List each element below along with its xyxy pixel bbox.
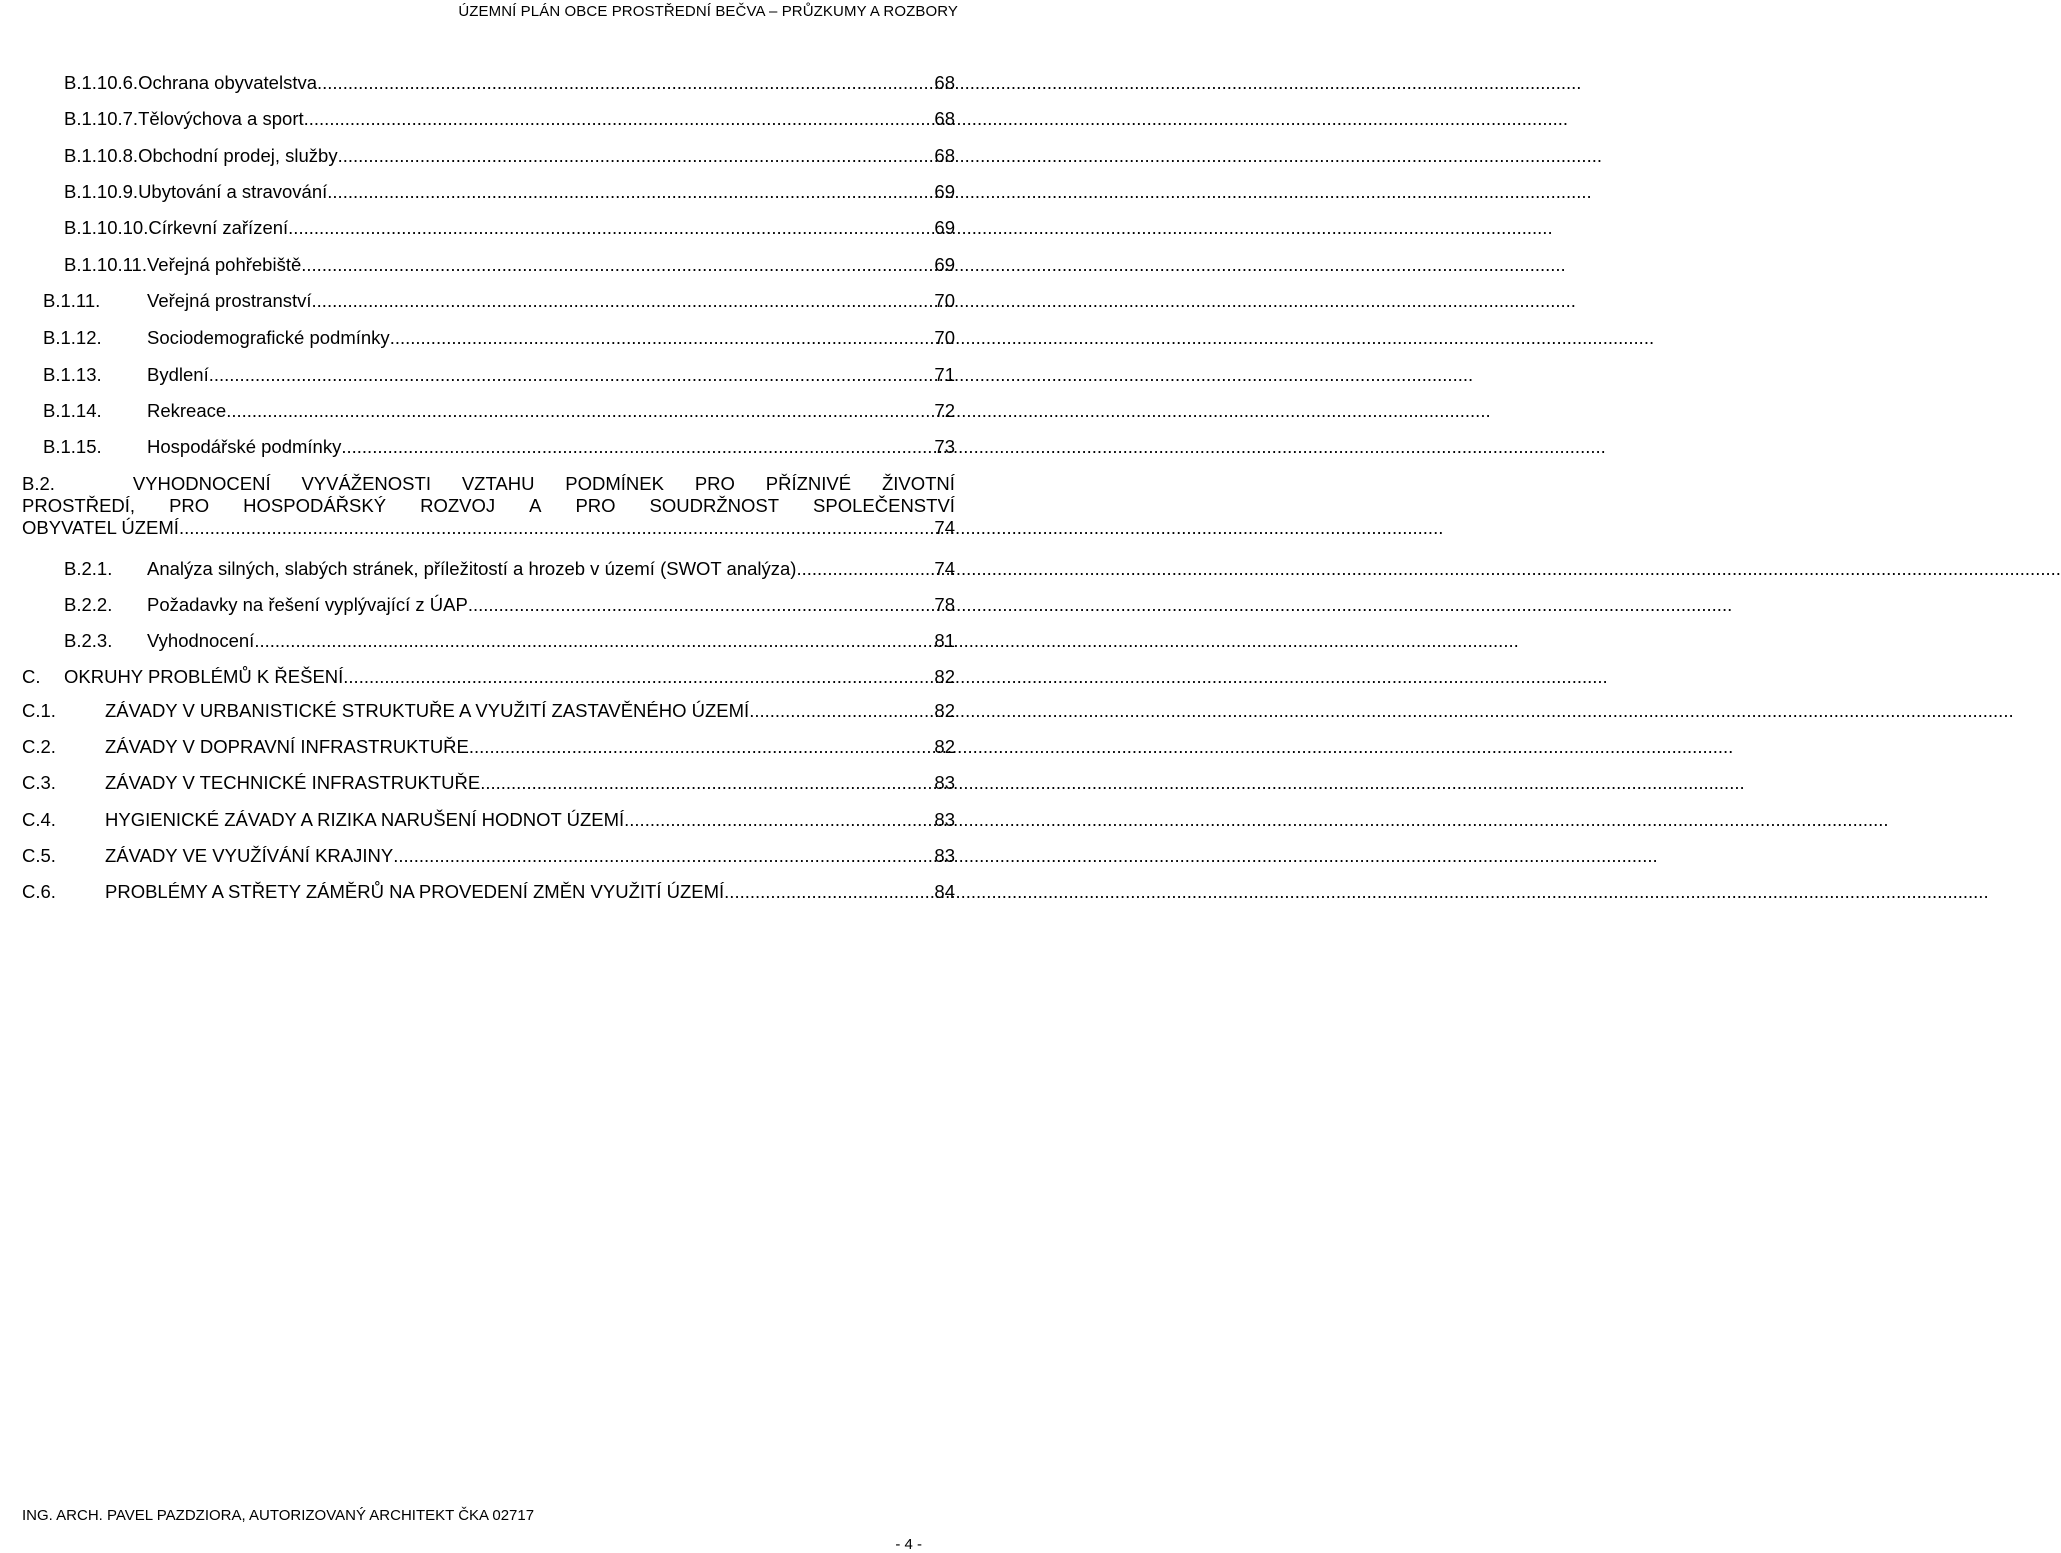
toc-entry-title: Sociodemografické podmínky <box>147 327 390 348</box>
toc-entry-page: 74 <box>934 517 955 538</box>
page-number: - 4 - <box>895 1536 922 1553</box>
toc-entry-number: B.2. <box>22 473 55 494</box>
toc-leader-dots <box>341 436 934 458</box>
toc-entry-page: 71 <box>934 364 955 385</box>
toc-entry[interactable] <box>64 181 955 203</box>
toc-entry-number: B.1.10.11. <box>64 254 147 275</box>
toc-entry-number: B.1.14. <box>43 400 102 421</box>
toc-entry-title: HYGIENICKÉ ZÁVADY A RIZIKA NARUŠENÍ HODNOT ÚZEMÍ <box>105 809 625 830</box>
toc-entry-title: Veřejná prostranství <box>147 290 312 311</box>
toc-entry-number: B.1.10.9. <box>64 181 139 202</box>
toc-leader-dots <box>469 736 935 758</box>
toc-entry-title: Vyhodnocení <box>147 630 255 651</box>
toc-word: SPOLEČENSTVÍ <box>813 495 955 516</box>
toc-entry-page: 69 <box>934 254 955 275</box>
toc-entry-page: 69 <box>934 217 955 238</box>
toc-entry-title: OKRUHY PROBLÉMŮ K ŘEŠENÍ <box>64 666 344 687</box>
toc-leader-dots <box>254 630 934 652</box>
toc-leader-dots <box>390 327 935 349</box>
toc-leader-dots <box>624 809 934 831</box>
toc-word: PRO <box>575 495 616 516</box>
toc-entry-title: ZÁVADY V TECHNICKÉ INFRASTRUKTUŘE <box>105 772 481 793</box>
toc-entry-title: Rekreace <box>147 400 227 421</box>
toc-leader-dots <box>480 772 934 794</box>
toc-entry-page: 83 <box>934 772 955 793</box>
toc-entry-multiline[interactable] <box>22 473 955 539</box>
toc-entry-number: C.1. <box>22 700 56 721</box>
toc-leader-dots <box>226 400 934 422</box>
toc-entry[interactable] <box>22 845 955 867</box>
toc-leader-dots <box>304 108 935 130</box>
toc-entry-title: Bydlení <box>147 364 209 385</box>
footer-author: ING. ARCH. PAVEL PAZDZIORA, AUTORIZOVANÝ ARCHITEKT ČKA 02717 <box>22 1507 535 1524</box>
toc-entry-page: 70 <box>934 327 955 348</box>
toc-entry-title: Analýza silných, slabých stránek, příležitostí a hrozeb v území (SWOT analýza) <box>147 558 797 579</box>
toc-entry-number: B.1.10.6. <box>64 72 139 93</box>
toc-entry-line <box>22 495 955 517</box>
toc-word: ŽIVOTNÍ <box>881 473 955 494</box>
toc-entry-title: OBYVATEL ÚZEMÍ <box>22 517 179 538</box>
toc-entry-page: 68 <box>934 72 955 93</box>
toc-entry[interactable] <box>22 772 955 794</box>
toc-entry-page: 83 <box>934 809 955 830</box>
toc-word: A <box>529 495 542 516</box>
toc-entry-number: B.2.2. <box>64 594 113 615</box>
toc-entry-number: B.1.15. <box>43 436 102 457</box>
toc-word: VYHODNOCENÍ <box>132 473 271 494</box>
toc-leader-dots <box>312 290 935 312</box>
toc-entry-number: B.1.11. <box>43 290 101 311</box>
toc-entry-page: 68 <box>934 108 955 129</box>
toc-leader-dots <box>209 364 935 386</box>
toc-word: PROSTŘEDÍ, <box>22 495 136 516</box>
toc-leader-dots <box>301 254 934 276</box>
running-header: ÚZEMNÍ PLÁN OBCE PROSTŘEDNÍ BEČVA – PRŮZKUMY A ROZBORY <box>458 3 958 20</box>
toc-entry-page: 70 <box>934 290 955 311</box>
toc-leader-dots <box>724 881 934 903</box>
toc-entry[interactable] <box>64 108 955 130</box>
toc-leader-dots <box>317 72 934 94</box>
toc-entry-page: 68 <box>934 145 955 166</box>
toc-entry-line <box>22 517 955 539</box>
toc-entry-title: ZÁVADY V URBANISTICKÉ STRUKTUŘE A VYUŽITÍ ZASTAVĚNÉHO ÚZEMÍ <box>105 700 750 721</box>
toc-entry-number: C.4. <box>22 809 56 830</box>
toc-entry-title: Tělovýchova a sport <box>138 108 304 129</box>
toc-entry-title: Obchodní prodej, služby <box>138 145 338 166</box>
toc-word: ROZVOJ <box>420 495 496 516</box>
toc-leader-dots <box>796 558 934 580</box>
toc-entry-number: B.1.12. <box>43 327 102 348</box>
toc-entry[interactable] <box>64 594 955 616</box>
toc-leader-dots <box>468 594 935 616</box>
toc-entry-title: ZÁVADY V DOPRAVNÍ INFRASTRUKTUŘE <box>105 736 469 757</box>
toc-word: PŘÍZNIVÉ <box>765 473 852 494</box>
toc-word: PODMÍNEK <box>565 473 664 494</box>
toc-word: HOSPODÁŘSKÝ <box>243 495 387 516</box>
toc-leader-dots <box>288 217 934 239</box>
toc-entry-title: Ochrana obyvatelstva <box>138 72 317 93</box>
toc-entry-number: B.2.3. <box>64 630 113 651</box>
toc-word: VZTAHU <box>461 473 535 494</box>
toc-entry-page: 82 <box>934 736 955 757</box>
toc-entry-page: 78 <box>934 594 955 615</box>
toc-entry[interactable] <box>43 327 955 349</box>
toc-entry-page: 82 <box>934 700 955 721</box>
toc-entry-page: 69 <box>934 181 955 202</box>
toc-entry-number: B.1.13. <box>43 364 102 385</box>
toc-entry[interactable] <box>43 400 955 422</box>
toc-entry[interactable] <box>43 364 955 386</box>
toc-entry-page: 83 <box>934 845 955 866</box>
toc-entry[interactable] <box>22 736 955 758</box>
toc-entry-number: B.1.10.8. <box>64 145 139 166</box>
toc-entry-number: C.5. <box>22 845 56 866</box>
toc-leader-dots <box>749 700 934 722</box>
toc-entry-number: C. <box>22 666 41 687</box>
toc-entry-title: Hospodářské podmínky <box>147 436 342 457</box>
toc-entry-title: Církevní zařízení <box>148 217 289 238</box>
toc-entry-number: C.3. <box>22 772 56 793</box>
toc-leader-dots <box>393 845 934 867</box>
toc-entry[interactable] <box>64 254 955 276</box>
toc-entry-title: Ubytování a stravování <box>138 181 328 202</box>
toc-word: VYVÁŽENOSTI <box>301 473 431 494</box>
toc-entry[interactable] <box>64 630 955 652</box>
toc-entry-page: 82 <box>934 666 955 687</box>
toc-entry-number: C.2. <box>22 736 56 757</box>
toc-entry[interactable] <box>43 290 955 312</box>
toc-entry-page: 74 <box>934 558 955 579</box>
toc-entry-number: B.2.1. <box>64 558 113 579</box>
toc-word: PRO <box>694 473 735 494</box>
toc-entry[interactable] <box>64 217 955 239</box>
toc-entry-number: C.6. <box>22 881 56 902</box>
toc-word: SOUDRŽNOST <box>649 495 780 516</box>
toc-entry-number: B.1.10.7. <box>64 108 139 129</box>
toc-entry-page: 72 <box>934 400 955 421</box>
toc-entry-page: 84 <box>934 881 955 902</box>
toc-entry[interactable] <box>64 145 955 167</box>
toc-entry-title: PROBLÉMY A STŘETY ZÁMĚRŮ NA PROVEDENÍ ZMĚN VYUŽITÍ ÚZEMÍ <box>105 881 725 902</box>
toc-entry[interactable] <box>64 72 955 94</box>
toc-word: PRO <box>169 495 210 516</box>
toc-entry-title: ZÁVADY VE VYUŽÍVÁNÍ KRAJINY <box>105 845 394 866</box>
toc-entry-title: Požadavky na řešení vyplývající z ÚAP <box>147 594 468 615</box>
toc-entry[interactable] <box>22 881 955 903</box>
toc-entry-title: Veřejná pohřebiště <box>146 254 302 275</box>
toc-leader-dots <box>327 181 934 203</box>
toc-entry[interactable] <box>22 809 955 831</box>
toc-leader-dots <box>338 145 935 167</box>
toc-leader-dots <box>179 517 934 539</box>
toc-entry[interactable] <box>43 436 955 458</box>
toc-entry-number: B.1.10.10. <box>64 217 149 238</box>
toc-entry-page: 81 <box>934 630 955 651</box>
toc-leader-dots <box>343 666 934 688</box>
toc-entry[interactable] <box>22 666 955 688</box>
toc-entry[interactable] <box>64 558 955 580</box>
toc-entry-page: 73 <box>934 436 955 457</box>
toc-entry-line <box>22 473 955 495</box>
toc-entry[interactable] <box>22 700 955 722</box>
